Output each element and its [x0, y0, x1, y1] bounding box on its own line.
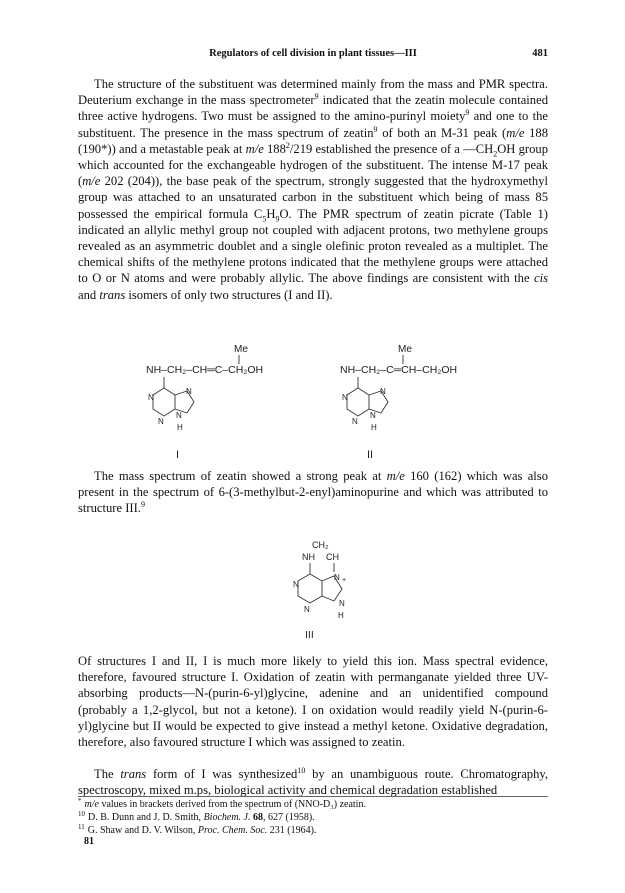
- paragraph-mass-spectrum: The mass spectrum of zeatin showed a strong peak at m/e 160 (162) which was also present in the spectrum of 6-(3-methylbut-2-enyl)aminopurine and which was attributed to structure III.$^9$: [78, 469, 548, 516]
- structure-II-h: H: [371, 423, 377, 432]
- structure-III-n1: N: [293, 580, 299, 589]
- structure-I-n9: N: [176, 411, 182, 420]
- paragraph-structure-determination: The structure of the substituent was determined mainly from the mass and PMR spectra. Deuterium exchange in the mass spectrometer$^9$ indicated that the zeatin molecule contained three active hydrogens. Two must be assigned to the amino-purinyl moiety$^9$ and one to the substituent. The presence in the mass spectrum of zeatin$^9$ of both an M-31 peak (m/e 188 (190*)) and a metastable peak at m/e $188^2/219$ established the presence of a $—CH_2OH$ group which accounted for the exchangeable hydrogen of the substituent. The intense M-17 peak (m/e 202 (204)), the base peak of the spectrum, strongly suggested that the hydroxymethyl group was attached to an unsaturated carbon in the substituent which being of mass 85 possessed the empirical formula $C_5H_9O$. The PMR spectrum of zeatin picrate (Table 1) indicated an allylic methyl group not coupled with adjacent protons, two methylene groups revealed as an asymmetric doublet and a single olefinic proton revealed as a multiplet. The chemical shifts of the methylene protons indicated that the methylene groups were attached to O or N atoms and were probably allylic. The above findings are consistent with the cis and trans isomers of only two structures (I and II).: [78, 77, 548, 302]
- structure-III-ch: CH: [326, 552, 339, 562]
- running-title: Regulators of cell division in plant tissues—III: [209, 48, 417, 59]
- structure-II-n7: N: [380, 387, 386, 396]
- footnote-mass-values: * m/e values in brackets derived from the spectrum of (NNO-D₃) zeatin.: [78, 796, 366, 810]
- structure-III-n7: N: [334, 573, 340, 582]
- structure-III-h: H: [338, 611, 344, 620]
- structure-I: [146, 344, 263, 461]
- structure-III: [293, 540, 346, 641]
- paragraph-oxidation: Of structures I and II, I is much more likely to yield this ion. Mass spectral evidence, therefore, favoured structure I. Oxidation of zeatin with permanganate yielded three UV-absorbing products—N-(purin-6-yl)glycine, adenine and an unidentified compound (probably a 1,2-glycol, but not a ketone). I on oxidation would readily yield N-(purin-6-yl)glycine but II would be expected to give instead a methyl ketone. Oxidative degradation, therefore, also favoured structure I which was assigned to zeatin.: [78, 654, 548, 750]
- structure-III-label: III: [305, 629, 314, 641]
- footnote-ref-10: $^{10}$ D. B. Dunn and J. D. Smith, Biochem. J. 68, 627 (1958).: [78, 809, 315, 823]
- structure-II: [340, 344, 457, 461]
- structure-III-nh: NH: [302, 552, 315, 562]
- structure-II-n3: N: [352, 417, 358, 426]
- structure-I-n1: N: [148, 393, 154, 402]
- paragraph-synthesis: The trans form of I was synthesized$^{10}$ by an unambiguous route. Chromatography, spectroscopy, mixed m.ps, biological activity and chemical degradation established: [78, 765, 549, 798]
- structure-III-n9: N: [339, 599, 345, 608]
- structure-II-methyl: Me: [398, 344, 412, 355]
- structure-III-charge: +: [342, 577, 347, 584]
- structure-I-h: H: [177, 423, 183, 432]
- footnote-divider: [78, 796, 548, 797]
- structure-II-label: II: [367, 449, 374, 461]
- structure-I-label: I: [176, 449, 180, 461]
- structure-II-n9: N: [370, 411, 376, 420]
- footnote-ref-11: $^{11}$ G. Shaw and D. V. Wilson, Proc. Chem. Soc. 231 (1964).: [78, 822, 317, 836]
- page-number: 481: [532, 48, 548, 59]
- structure-II-side-chain: NH‒CH₂‒C═CH‒CH₂OH: [340, 364, 458, 376]
- structure-I-side-chain: NH‒CH₂‒CH═C‒CH₂OH: [146, 364, 264, 376]
- structure-II-n1: N: [342, 393, 348, 402]
- printer-signature-mark: 81: [84, 836, 94, 847]
- structure-I-methyl: Me: [234, 344, 248, 355]
- structure-I-n3: N: [158, 417, 164, 426]
- structure-III-n3: N: [304, 605, 310, 614]
- structure-III-ch2: CH₂: [312, 540, 329, 550]
- structure-I-n7: N: [186, 387, 192, 396]
